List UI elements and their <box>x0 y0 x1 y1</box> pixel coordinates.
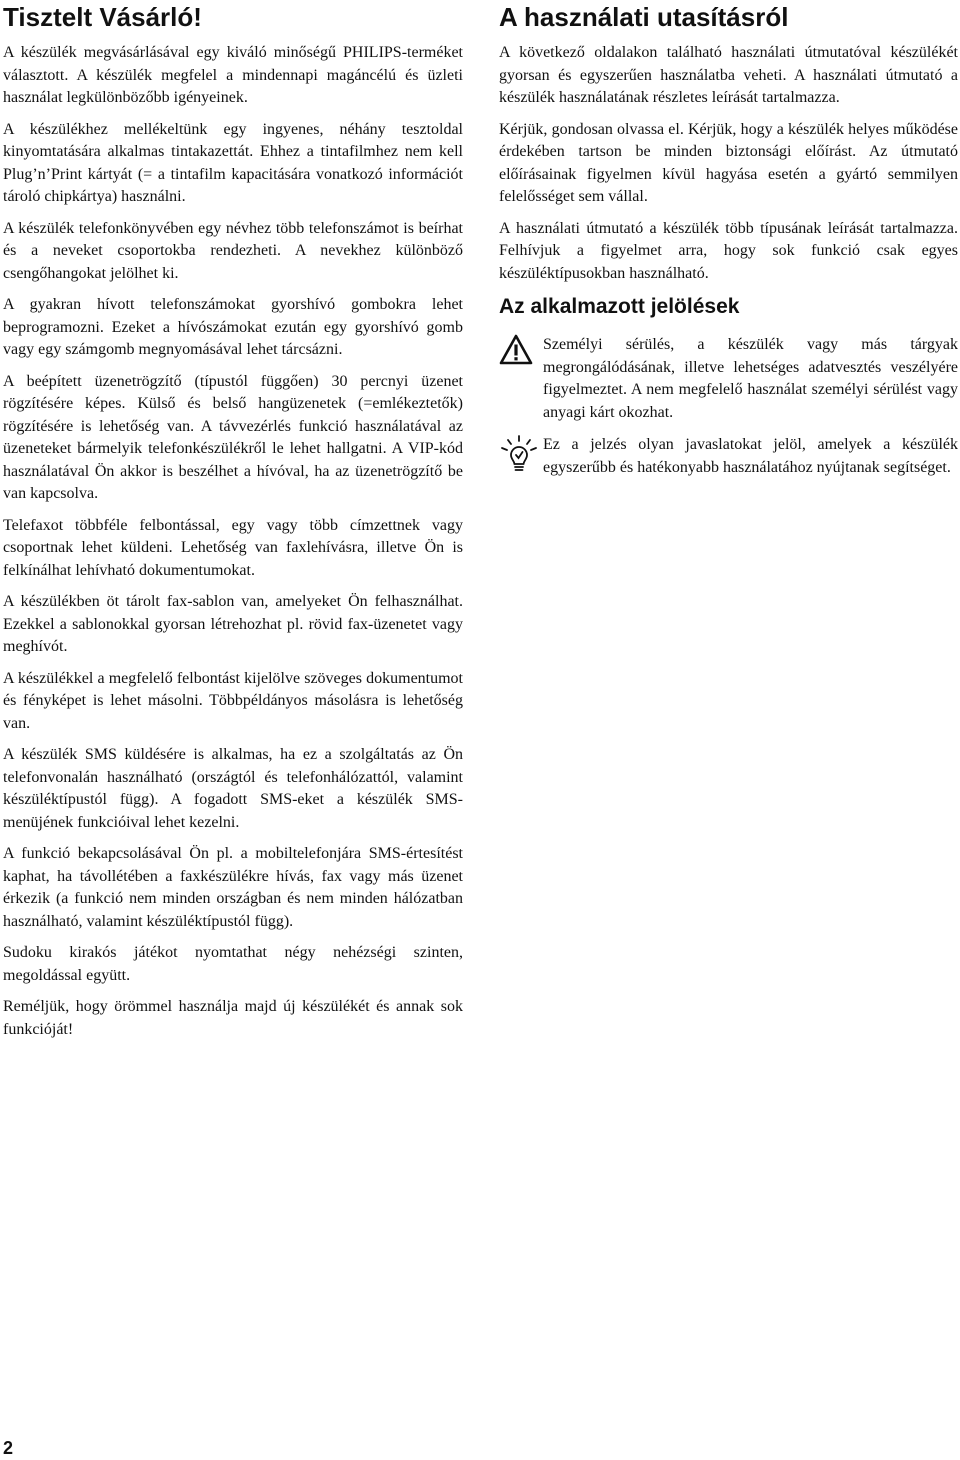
ink-cartridge-paragraph: A készülékhez mellékeltünk egy ingyenes, néhány tesztoldal kinyomtatására alkalmas tintakazettát. Ehhez a tintafilmhez nem kell Plug’n’Print kártyát (= a tintafilm kapacitására vonatkozó információt tároló chipkártya) használni. <box>3 120 463 205</box>
warning-text: Személyi sérülés, a készülék vagy más tárgyak megrongálódásának, illetve lehetséges adatvesztés veszélyére figyelmeztet. A nem megfelelő használat személyi sérülést vagy anyagi kárt okozhat. <box>543 336 958 421</box>
warning-triangle-icon <box>499 334 533 366</box>
copying-paragraph: A készülékkel a megfelelő felbontást kijelölve szöveges dokumentumot és fényképet is lehet másolni. Többpéldányos másolásra is lehetőség van. <box>3 669 463 732</box>
sms-paragraph: A készülék SMS küldésére is alkalmas, ha ez a szolgáltatás az Ön telefonvonalán használható (országtól és telefonhálózattól, valamint készüléktípustól függ). A fogadott SMS-eket a készülék SMS-menüjének funkcióival lehet kezelni. <box>3 746 463 831</box>
lightbulb-tip-icon <box>499 434 539 474</box>
warning-notice <box>499 334 958 424</box>
fax-templates-paragraph: A készülékben öt tárolt fax-sablon van, amelyeket Ön felhasználhat. Ezekkel a sablonokkal gyorsan létrehozhat pl. rövid fax-üzenetet vagy meghívót. <box>3 593 463 655</box>
speed-dial-paragraph: A gyakran hívott telefonszámokat gyorshívó gombokra lehet beprogramozni. Ezeket a hívószámokat ezután egy gyorshívó gomb vagy egy számgomb megnyomásával lehet tárcsázni. <box>3 296 463 358</box>
page-number: 2 <box>3 1438 14 1458</box>
greeting-title: Tisztelt Vásárló! <box>3 2 202 32</box>
tip-text: Ez a jelzés olyan javaslatokat jelöl, amelyek a készülék egyszerűbb és hatékonyabb használatához nyújtanak segítséget. <box>543 436 958 476</box>
manual-models-paragraph: A használati útmutató a készülék több típusának leírását tartalmazza. Felhívjuk a figyelmet arra, hogy sok funkció csak egyes készüléktípusokban használható. <box>499 219 958 282</box>
sudoku-paragraph: Sudoku kirakós játékot nyomtathat négy nehézségi szinten, megoldással együtt. <box>3 944 463 984</box>
left-column <box>3 0 463 1050</box>
answering-machine-paragraph: A beépített üzenetrögzítő (típustól függően) 30 percnyi üzenet rögzítésére képes. Külső és belső hangüzenetek (=emlékeztetők) rögzítésére is lehetőség van. A távvezérlés funkció használatával az üzeneteket bármelyik telefonkészülékről le lehet hallgatni. A VIP-kód használatával Ön akkor is beszélhet a hívóval, ha az üzenetrögzítő be van kapcsolva. <box>3 372 463 502</box>
sms-notification-paragraph: A funkció bekapcsolásával Ön pl. a mobiltelefonjára SMS-értesítést kaphat, ha távollétében a faxkészülékre hívás, fax vagy más üzenet érkezik (a funkció nem minden országban és nem minden hálózatban használható, valamint készüléktípustól függ). <box>3 845 463 930</box>
fax-sending-paragraph: Telefaxot többféle felbontással, egy vagy több címzettnek vagy csoportnak lehet küldeni. Lehetőség van faxlehívásra, illetve Ön is felkínálhat lehívható dokumentumokat. <box>3 516 463 579</box>
manual-intro-paragraph: A következő oldalakon található használati útmutatóval készülékét gyorsan és egyszerűen használatba veheti. A használati útmutató a készülék használatának részletes leírását tartalmazza. <box>499 44 958 106</box>
closing-paragraph: Reméljük, hogy örömmel használja majd új készülékét és annak sok funkcióját! <box>3 998 463 1038</box>
manual-read-carefully-paragraph: Kérjük, gondosan olvassa el. Kérjük, hogy a készülék helyes működése érdekében tartson be minden biztonsági előírást. Az útmutató előírásainak figyelmen kívül hagyása esetén a gyártó semmilyen felelősséget sem vállal. <box>499 120 958 205</box>
phonebook-paragraph: A készülék telefonkönyvében egy névhez több telefonszámot is beírhat és a neveket csoportokba rendezheti. A nevekhez különböző csengőhangokat jelölhet ki. <box>3 219 463 282</box>
intro-paragraph: A készülék megvásárlásával egy kiváló minőségű PHILIPS-terméket választott. A készülék megfelel a mindennapi magáncélú és üzleti használat legkülönbözőbb igényeinek. <box>3 44 463 106</box>
manual-title: A használati utasításról <box>499 2 789 32</box>
symbols-section-title: Az alkalmazott jelölések <box>499 295 740 318</box>
tip-notice <box>499 434 958 479</box>
right-column <box>499 0 958 489</box>
